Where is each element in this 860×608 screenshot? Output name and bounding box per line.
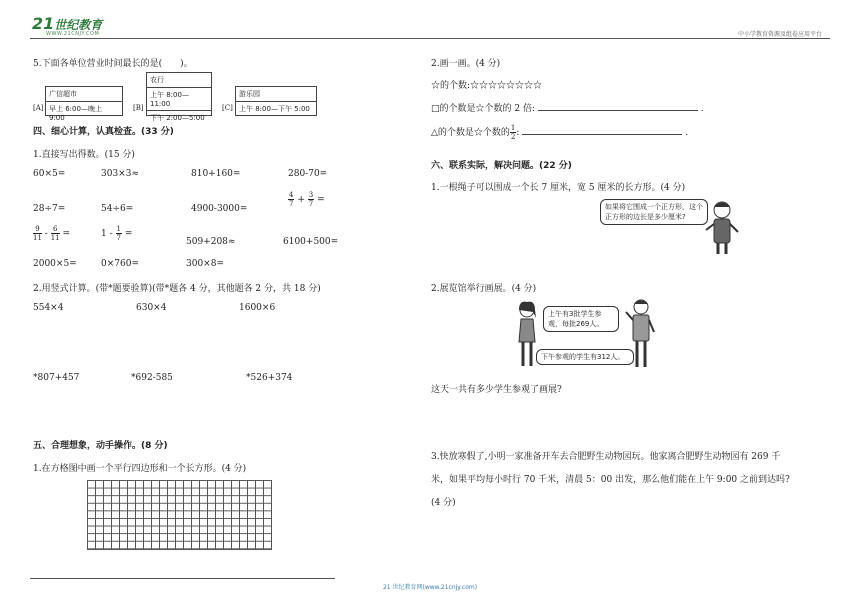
section-4-title: 四、细心计算，认真检查。(33 分) <box>33 127 174 137</box>
fraction-calc-3: 1 - $\frac{1}{7}$ = <box>101 225 133 242</box>
speech-bubble: 如果将它围成一个正方形，这个正方形的边长是多少厘米? <box>600 199 708 225</box>
vertical-calc: 630×4 <box>136 303 167 313</box>
option-b-time1: 上午 8:00—11:00 <box>147 88 211 111</box>
fraction: $\frac{6}{11}$ <box>50 225 60 242</box>
stars-line: ☆的个数:☆☆☆☆☆☆☆☆ <box>431 81 543 91</box>
calc-item: 509+208≈ <box>186 237 236 247</box>
logo-subtitle: WWW.21CNJY.COM <box>46 31 100 37</box>
vertical-calc: *526+374 <box>246 373 293 383</box>
calc-item: 300×8= <box>186 259 224 269</box>
option-b-letter: [B] <box>133 104 144 112</box>
triangle-line: △的个数是☆个数的 $\frac{1}{2}$ : . <box>431 124 689 141</box>
section-5-title: 五、合理想象，动手操作。(8 分) <box>33 441 168 451</box>
calc-item: 6100+500= <box>283 237 339 247</box>
option-a-time: 早上 6:00—晚上 9:00 <box>49 105 102 122</box>
answer-blank <box>522 134 682 135</box>
problem-3-line-3: (4 分) <box>431 498 456 508</box>
header-platform-text: 中小学教育资源及组卷应用平台 <box>737 31 822 38</box>
section-6-title: 六、联系实际，解决问题。(22 分) <box>431 161 572 171</box>
s4-question-1: 1.直接写出得数。(15 分) <box>33 150 135 160</box>
option-a-letter: [A] <box>33 104 44 112</box>
option-a-name: 广信超市 <box>46 87 122 102</box>
s4-question-2: 2.用竖式计算。(带*题要验算)(带*题各 4 分，其他题各 2 分，共 18 分) <box>33 284 321 294</box>
s5-question-1: 1.在方格图中画一个平行四边形和一个长方形。(4 分) <box>33 464 247 474</box>
right-question-2: 2.画一画。(4 分) <box>431 59 501 69</box>
logo-mark: 21 <box>32 14 55 33</box>
square-line: □的个数是☆个数的 2 倍: . <box>431 104 704 114</box>
calc-item: 0×760= <box>101 259 139 269</box>
option-b-sign <box>146 72 212 122</box>
answer-blank <box>538 110 698 111</box>
footer-text: 21 世纪教育网(www.21cnjy.com) <box>382 584 478 591</box>
problem-2: 2.展览馆举行画展。(4 分) <box>431 284 537 294</box>
fraction: $\frac{9}{11}$ <box>33 225 42 242</box>
problem-1: 1.一根绳子可以围成一个长 7 厘米，宽 5 厘米的长方形。(4 分) <box>431 183 686 193</box>
fraction: $\frac{1}{7}$ <box>116 225 121 242</box>
boy-illustration-icon <box>702 200 742 256</box>
fraction: $\frac{3}{7}$ <box>308 191 314 208</box>
option-c-sign <box>235 86 317 116</box>
calc-item: 303×3≈ <box>101 169 139 179</box>
option-b-name: 农行 <box>147 73 211 88</box>
problem-3-line-2: 米，如果平均每小时行 70 千米，清晨 5：00 出发，那么他们能在上午 9:00 之前到达吗? <box>431 475 790 485</box>
option-c-letter: [C] <box>222 104 233 112</box>
calc-item: 2000×5= <box>33 259 77 269</box>
calc-item: 54÷6= <box>101 204 134 214</box>
vertical-calc: *807+457 <box>33 373 80 383</box>
calc-item: 280-70= <box>288 169 328 179</box>
calc-item: 4900-3000= <box>191 204 248 214</box>
option-b-time2: 下午 2:00—5:00 <box>150 114 205 122</box>
fraction-calc-1: $\frac{4}{7}$ + $\frac{3}{7}$ = <box>289 191 325 208</box>
footer-divider <box>30 578 335 579</box>
logo-text: 世纪教育 <box>54 18 103 32</box>
vertical-calc: 1600×6 <box>239 303 276 313</box>
speech-bubble: 上午有3批学生参观，每批269人。 <box>543 306 619 332</box>
site-logo <box>32 14 102 37</box>
vertical-calc: 554×4 <box>33 303 64 313</box>
drawing-grid <box>87 480 272 550</box>
calc-item: 60×5= <box>33 169 66 179</box>
header-divider <box>30 38 830 39</box>
problem-3-line-1: 3.快放寒假了,小明一家准备开车去合肥野生动物园玩。他家离合肥野生动物园有 269 千 <box>431 452 781 462</box>
speech-bubble: 下午参观的学生有312人。 <box>536 349 634 365</box>
calc-item: 28÷7= <box>33 204 66 214</box>
vertical-calc: *692-585 <box>131 373 173 383</box>
question-5: 5.下面各单位营业时间最长的是( )。 <box>33 59 193 69</box>
option-c-time: 上午 8:00—下午 5:00 <box>239 105 310 113</box>
fraction: $\frac{4}{7}$ <box>289 191 294 208</box>
fraction: $\frac{1}{2}$ <box>510 124 516 141</box>
man-illustration-icon <box>624 298 658 370</box>
fraction-calc-2: $\frac{9}{11}$ - $\frac{6}{11}$ = <box>33 225 71 242</box>
calc-item: 810+160= <box>191 169 241 179</box>
option-a-sign <box>45 86 123 122</box>
problem-2-question: 这天一共有多少学生参观了画展? <box>431 385 562 395</box>
option-c-name: 游乐园 <box>236 87 316 102</box>
